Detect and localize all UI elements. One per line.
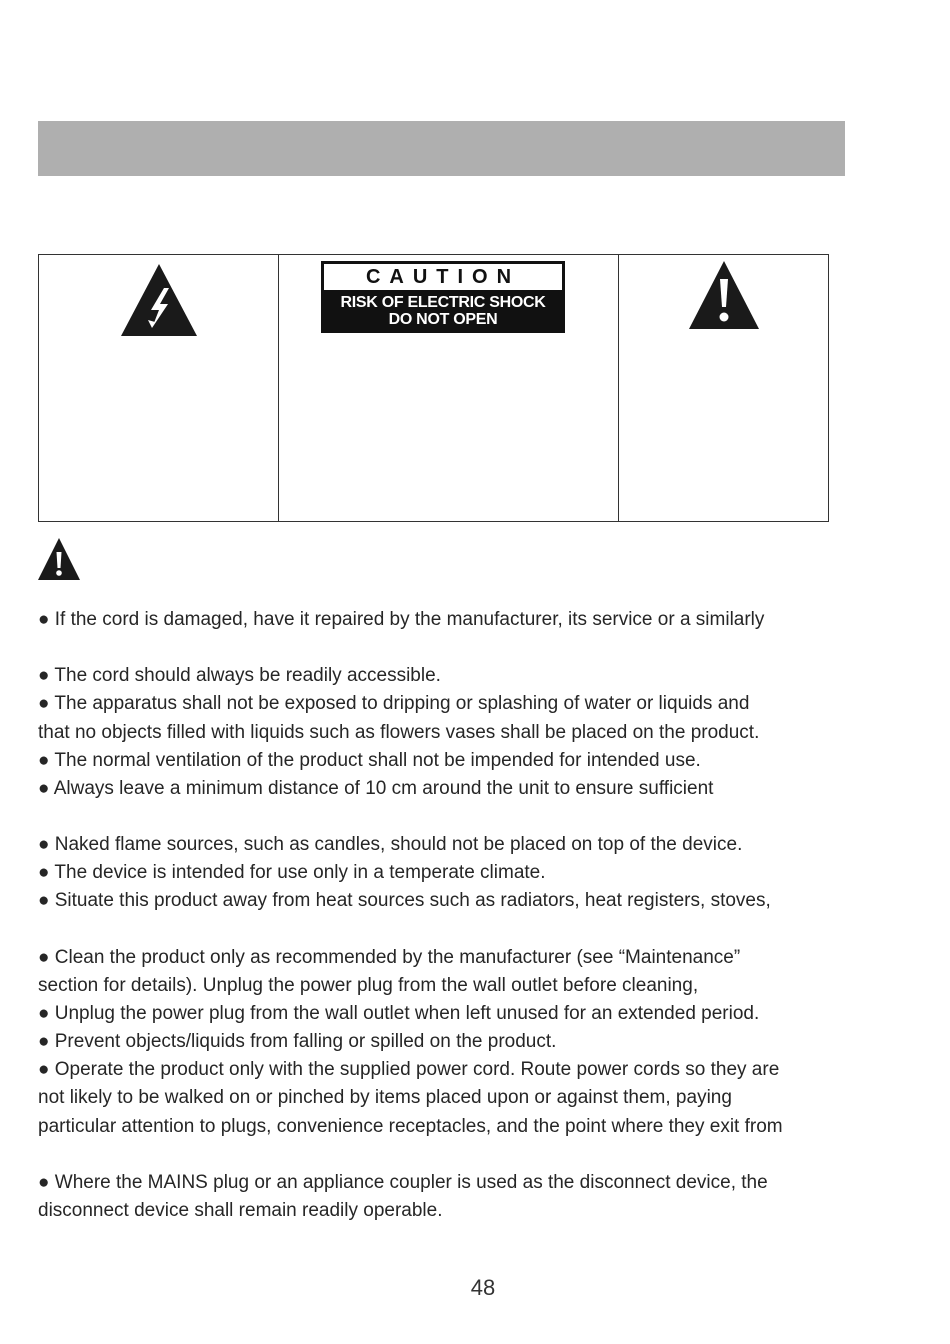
exclamation-warning-icon <box>689 261 759 329</box>
safety-text-line: particular attention to plugs, convenience receptacles, and the point where they exit from <box>38 1116 783 1137</box>
safety-text-line: section for details). Unplug the power plug from the wall outlet before cleaning, <box>38 975 699 996</box>
safety-text-line: ● The cord should always be readily accessible. <box>38 665 441 686</box>
lightning-bolt-warning-icon <box>121 264 197 336</box>
safety-text-line: ● The normal ventilation of the product shall not be impended for intended use. <box>38 750 701 771</box>
safety-text-line: disconnect device shall remain readily operable. <box>38 1200 443 1221</box>
safety-text-line: ● Always leave a minimum distance of 10 cm around the unit to ensure sufficient <box>38 778 714 799</box>
caution-title: CAUTION <box>324 264 562 290</box>
safety-text-line: not likely to be walked on or pinched by items placed upon or against them, paying <box>38 1087 732 1108</box>
safety-text-line: ● Operate the product only with the supplied power cord. Route power cords so they are <box>38 1059 780 1080</box>
safety-text-line: ● The device is intended for use only in a temperate climate. <box>38 862 546 883</box>
caution-risk-text: RISK OF ELECTRIC SHOCK <box>340 294 546 311</box>
warning-triangle-icon <box>38 538 80 580</box>
safety-text-line: ● Situate this product away from heat sources such as radiators, heat registers, stoves, <box>38 890 771 911</box>
caution-label-cell <box>279 255 619 521</box>
attention-symbol-cell <box>619 255 828 521</box>
section-header-bar <box>38 121 845 176</box>
caution-do-not-open-text: DO NOT OPEN <box>388 311 498 328</box>
safety-text-line: ● Unplug the power plug from the wall outlet when left unused for an extended period. <box>38 1003 760 1024</box>
caution-label <box>321 261 565 333</box>
safety-text-line: that no objects filled with liquids such as flowers vases shall be placed on the product. <box>38 722 760 743</box>
safety-symbols-table <box>38 254 829 522</box>
safety-text-line: ● Naked flame sources, such as candles, should not be placed on top of the device. <box>38 834 743 855</box>
electric-shock-symbol-cell <box>39 255 279 521</box>
safety-text-line: ● The apparatus shall not be exposed to dripping or splashing of water or liquids and <box>38 693 750 714</box>
safety-text-line: ● If the cord is damaged, have it repaired by the manufacturer, its service or a similarly <box>38 609 765 630</box>
safety-text-line: ● Prevent objects/liquids from falling or spilled on the product. <box>38 1031 557 1052</box>
safety-text-line: ● Where the MAINS plug or an appliance coupler is used as the disconnect device, the <box>38 1172 768 1193</box>
page-number: 48 <box>470 1275 496 1300</box>
safety-text-line: ● Clean the product only as recommended by the manufacturer (see “Maintenance” <box>38 947 741 968</box>
